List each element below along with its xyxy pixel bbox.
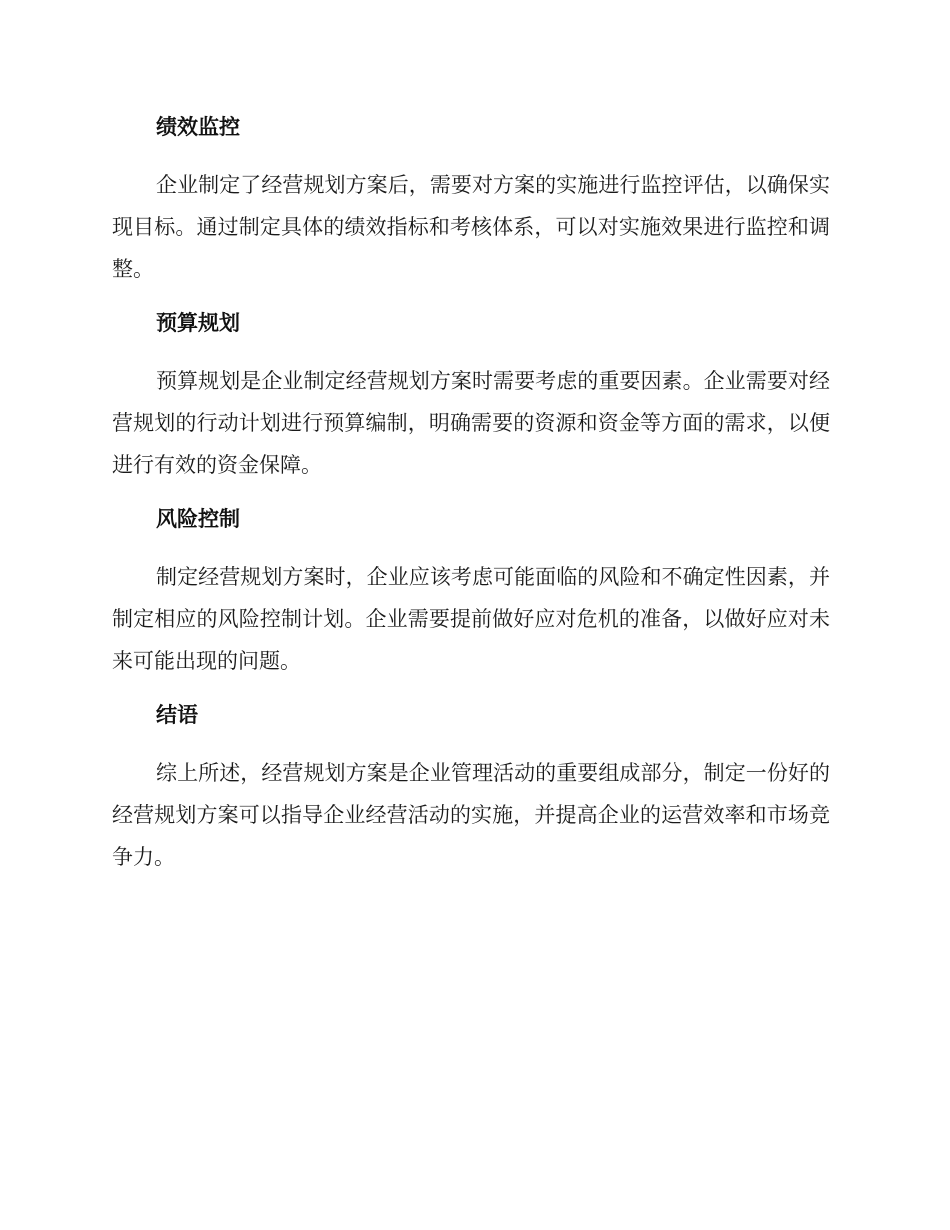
section-conclusion: [112, 696, 830, 878]
section-paragraph: 制定经营规划方案时，企业应该考虑可能面临的风险和不确定性因素，并制定相应的风险控制计划。企业需要提前做好应对危机的准备，以做好应对未来可能出现的问题。: [112, 565, 830, 673]
section-paragraph: 企业制定了经营规划方案后，需要对方案的实施进行监控评估，以确保实现目标。通过制定具体的绩效指标和考核体系，可以对实施效果进行监控和调整。: [112, 173, 830, 281]
section-paragraph: 预算规划是企业制定经营规划方案时需要考虑的重要因素。企业需要对经营规划的行动计划进行预算编制，明确需要的资源和资金等方面的需求，以便进行有效的资金保障。: [112, 369, 830, 477]
section-heading: 结语: [156, 703, 198, 727]
section-heading: 预算规划: [156, 311, 240, 335]
section-performance-monitoring: [112, 108, 830, 290]
section-heading: 绩效监控: [156, 115, 240, 139]
section-budget-planning: [112, 304, 830, 486]
section-paragraph: 综上所述，经营规划方案是企业管理活动的重要组成部分，制定一份好的经营规划方案可以指导企业经营活动的实施，并提高企业的运营效率和市场竞争力。: [112, 761, 830, 869]
section-risk-control: [112, 500, 830, 682]
section-heading: 风险控制: [156, 507, 240, 531]
